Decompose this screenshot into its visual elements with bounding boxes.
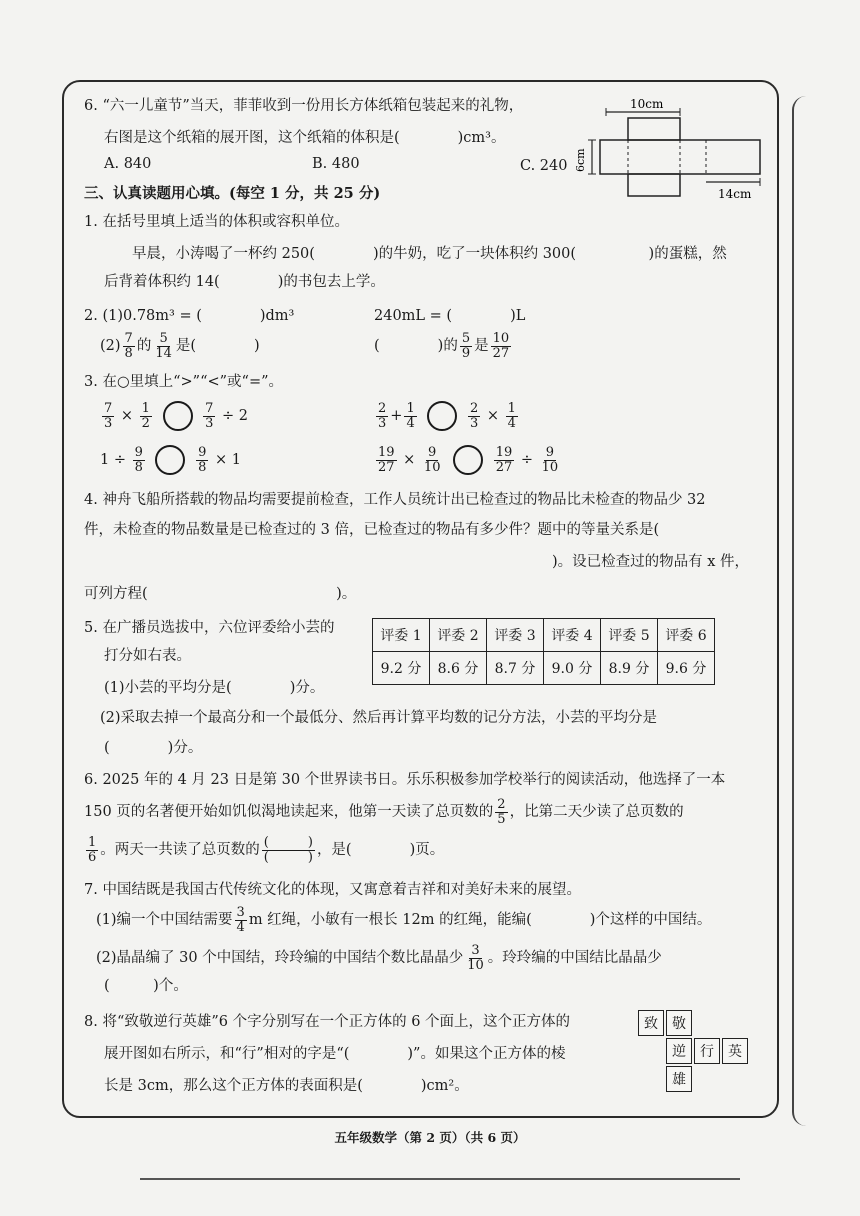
fraction: $\frac{10}{27}$ — [492, 330, 510, 361]
q4-line1: 4. 神舟飞船所搭载的物品均需要提前检查，工作人员统计出已检查过的物品比未检查的物品少 32 — [84, 492, 706, 508]
q3-compare-4: $\frac{19}{27}$ × $\frac{9}{10}$ $\frac{19}{27}$ ÷ $\frac{9}{10}$ — [378, 444, 559, 475]
box-width-label: 10cm — [630, 97, 664, 111]
q6a-line1: 6. “六一儿童节”当天，菲菲收到一份用长方体纸箱包装起来的礼物， — [84, 98, 524, 114]
score-table — [372, 618, 715, 685]
q7-line3: (2)晶晶编了 30 个中国结，玲玲编的中国结个数比晶晶少 $\frac{3}{10}$ 。玲玲编的中国结比晶晶少 — [96, 942, 662, 973]
q6a-line2: 右图是这个纸箱的展开图，这个纸箱的体积是( )cm³。 — [104, 130, 506, 146]
q7-line2: (1)编一个中国结需要 $\frac{3}{4}$ m 红绳，小敏有一根长 12m 的红绳，能编( )个这样的中国结。 — [96, 904, 712, 935]
q6b-line3: $\frac{1}{6}$ 。两天一共读了总页数的 $\frac{( )}{( )}$ ，是( )页。 — [88, 834, 445, 865]
section-3-title: 三、认真读题用心填。(每空 1 分，共 25 分) — [84, 185, 381, 202]
q3-compare-3: 1 ÷ $\frac{9}{8}$ $\frac{9}{8}$ × 1 — [100, 444, 241, 475]
net-face: 行 — [694, 1038, 720, 1064]
net-face: 逆 — [666, 1038, 692, 1064]
q4-line4: 可列方程( )。 — [84, 586, 357, 602]
q1-line3: 后背着体积约 14( )的书包去上学。 — [104, 274, 385, 290]
compare-circle[interactable] — [427, 401, 457, 431]
q8-line2: 展开图如右所示，和“行”相对的字是“( )”。如果这个正方体的棱 — [104, 1046, 566, 1062]
compare-circle[interactable] — [453, 445, 483, 475]
judge-header: 评委 5 — [601, 619, 658, 652]
score-cell: 9.6 分 — [658, 652, 715, 685]
q5-line2: 打分如右表。 — [104, 648, 191, 664]
judge-header: 评委 4 — [544, 619, 601, 652]
bottom-rule — [140, 1178, 740, 1180]
fraction: $\frac{7}{8}$ — [124, 330, 133, 361]
q1-line2: 早晨，小涛喝了一杯约 250( )的牛奶，吃了一块体积约 300( )的蛋糕，然 — [132, 246, 727, 262]
table-row — [373, 619, 715, 652]
box-height-label: 6cm — [574, 148, 587, 172]
q8-line1: 8. 将“致敬逆行英雄”6 个字分别写在一个正方体的 6 个面上，这个正方体的 — [84, 1014, 571, 1030]
box-length-label: 14cm — [718, 187, 752, 201]
compare-circle[interactable] — [155, 445, 185, 475]
q4-line2: 件，未检查的物品数量是已检查过的 3 倍，已检查过的物品有多少件？题中的等量关系是( — [84, 522, 660, 538]
score-cell: 8.6 分 — [430, 652, 487, 685]
score-cell: 8.7 分 — [487, 652, 544, 685]
q4-line3: )。设已检查过的物品有 x 件， — [552, 554, 750, 570]
q3-compare-1: $\frac{7}{3}$ × $\frac{1}{2}$ $\frac{7}{3}$ ÷ 2 — [104, 400, 249, 431]
score-cell: 9.2 分 — [373, 652, 430, 685]
q5-line3: (1)小芸的平均分是( )分。 — [104, 680, 325, 696]
q6a-option-c: C. 240 — [520, 158, 568, 174]
blank-fraction[interactable]: $\frac{( )}{( )}$ — [263, 834, 313, 865]
q3-title: 3. 在○里填上“>”“<”或“=”。 — [84, 374, 284, 390]
net-face: 英 — [722, 1038, 748, 1064]
next-page-edge — [792, 96, 808, 1126]
judge-header: 评委 2 — [430, 619, 487, 652]
q3-compare-2: $\frac{2}{3}$ + $\frac{1}{4}$ $\frac{2}{3}$ × $\frac{1}{4}$ — [378, 400, 516, 431]
score-cell: 9.0 分 — [544, 652, 601, 685]
q5-line4: (2)采取去掉一个最高分和一个最低分、然后再计算平均数的记分方法，小芸的平均分是 — [100, 710, 658, 726]
net-face: 敬 — [666, 1010, 692, 1036]
q7-line1: 7. 中国结既是我国古代传统文化的体现，又寓意着吉祥和对美好未来的展望。 — [84, 882, 581, 898]
q2-part1-a: 2. (1)0.78m³ = ( )dm³ — [84, 308, 295, 324]
q5-line1: 5. 在广播员选拔中，六位评委给小芸的 — [84, 620, 335, 636]
q8-line3: 长是 3cm，那么这个正方体的表面积是( )cm²。 — [104, 1078, 469, 1094]
fraction: $\frac{5}{14}$ — [155, 330, 172, 361]
box-net-diagram — [570, 94, 770, 206]
table-row — [373, 652, 715, 685]
q2-part2-a: (2) $\frac{7}{8}$ 的 $\frac{5}{14}$ 是( ) — [100, 330, 260, 361]
q6b-line2: 150 页的名著便开始如饥似渴地读起来，他第一天读了总页数的 $\frac{2}{5}$ ，比第二天少读了总页数的 — [84, 796, 684, 827]
page-footer: 五年级数学（第 2 页）（共 6 页） — [334, 1130, 526, 1145]
fraction: $\frac{5}{9}$ — [461, 330, 471, 361]
q6a-option-a: A. 840 — [104, 156, 152, 172]
judge-header: 评委 3 — [487, 619, 544, 652]
q2-part1-b: 240mL = ( )L — [374, 308, 526, 324]
q6a-option-b: B. 480 — [312, 156, 360, 172]
q5-line5: ( )分。 — [104, 740, 203, 756]
q7-line4: ( )个。 — [104, 978, 188, 994]
compare-circle[interactable] — [163, 401, 193, 431]
net-face: 雄 — [666, 1066, 692, 1092]
net-face: 致 — [638, 1010, 664, 1036]
judge-header: 评委 6 — [658, 619, 715, 652]
score-cell: 8.9 分 — [601, 652, 658, 685]
q6b-line1: 6. 2025 年的 4 月 23 日是第 30 个世界读书日。乐乐积极参加学校举行的阅读活动，他选择了一本 — [84, 772, 726, 788]
q1-line1: 1. 在括号里填上适当的体积或容积单位。 — [84, 214, 349, 230]
q2-part2-b: ( )的 $\frac{5}{9}$ 是 $\frac{10}{27}$ — [374, 330, 510, 361]
judge-header: 评委 1 — [373, 619, 430, 652]
